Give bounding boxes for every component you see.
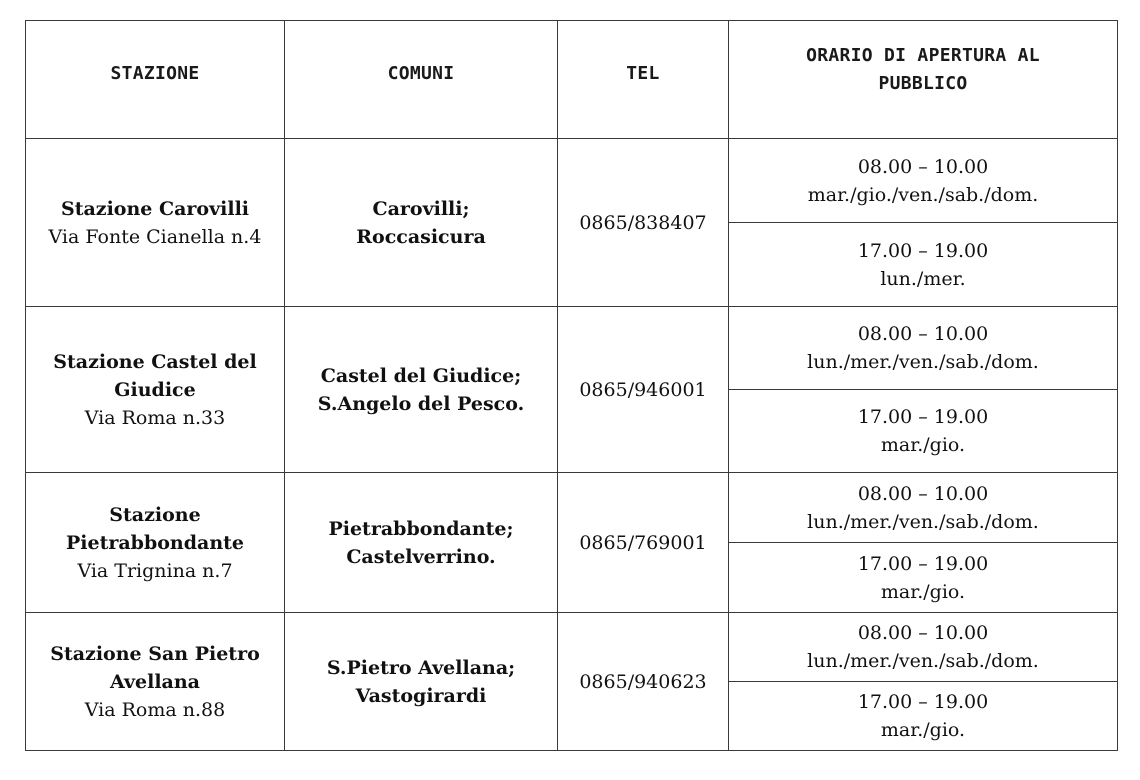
- hours-time: 17.00 – 19.00: [857, 691, 989, 713]
- header-orario: [729, 21, 1118, 139]
- hours-cell-afternoon: [729, 223, 1118, 307]
- header-tel: [558, 21, 729, 139]
- hours-days: lun./mer./ven./sab./dom.: [807, 650, 1039, 672]
- header-stazione: [26, 21, 285, 139]
- comuni-cell: [285, 139, 558, 307]
- tel-cell: 0865/940623: [558, 613, 729, 751]
- station-address: Via Trignina n.7: [77, 559, 233, 582]
- hours-days: lun./mer./ven./sab./dom.: [807, 351, 1039, 373]
- header-tel-label: TEL: [626, 62, 660, 84]
- hours-cell-afternoon: [729, 390, 1118, 473]
- station-name: Stazione Carovilli: [60, 197, 250, 220]
- tel-cell: 0865/946001: [558, 307, 729, 473]
- comune: Roccasicura: [356, 225, 486, 248]
- table-header-row: [26, 21, 1118, 139]
- station-cell: [26, 613, 285, 751]
- comune: S.Angelo del Pesco.: [317, 392, 525, 415]
- station-address: Via Roma n.88: [84, 698, 226, 721]
- comune: Vastogirardi: [355, 684, 487, 707]
- stations-table: [25, 20, 1118, 751]
- hours-days: mar./gio.: [880, 434, 966, 456]
- comune: Carovilli;: [372, 197, 470, 220]
- hours-time: 08.00 – 10.00: [857, 323, 989, 345]
- table-row: [26, 307, 1118, 390]
- header-comuni-label: COMUNI: [387, 62, 455, 84]
- hours-days: lun./mer./ven./sab./dom.: [807, 510, 1039, 533]
- hours-cell-morning: [729, 307, 1118, 390]
- comune: Pietrabbondante;: [328, 517, 514, 540]
- station-cell: [26, 307, 285, 473]
- hours-time: 17.00 – 19.00: [857, 552, 989, 575]
- comuni-cell: [285, 307, 558, 473]
- header-orario-label: ORARIO DI APERTURA AL PUBBLICO: [806, 44, 1040, 94]
- station-cell: [26, 473, 285, 613]
- hours-time: 08.00 – 10.00: [857, 155, 989, 178]
- tel-cell: 0865/838407: [558, 139, 729, 307]
- hours-time: 17.00 – 19.00: [857, 406, 989, 428]
- station-name: Stazione Castel del Giudice: [53, 350, 257, 401]
- hours-cell-morning: [729, 613, 1118, 682]
- comuni-cell: [285, 473, 558, 613]
- document-page: [25, 20, 1117, 751]
- hours-time: 08.00 – 10.00: [857, 622, 989, 644]
- table-row: [26, 139, 1118, 223]
- header-comuni: [285, 21, 558, 139]
- comune: S.Pietro Avellana;: [326, 656, 516, 679]
- hours-cell-afternoon: [729, 682, 1118, 751]
- comuni-cell: [285, 613, 558, 751]
- table-row: [26, 613, 1118, 682]
- hours-days: mar./gio.: [880, 580, 966, 603]
- station-name: Stazione San Pietro Avellana: [50, 642, 260, 693]
- comune: Castel del Giudice;: [320, 364, 522, 387]
- tel-cell: 0865/769001: [558, 473, 729, 613]
- hours-time: 08.00 – 10.00: [857, 482, 989, 505]
- hours-days: mar./gio./ven./sab./dom.: [807, 183, 1039, 206]
- hours-days: mar./gio.: [880, 719, 966, 741]
- station-cell: [26, 139, 285, 307]
- station-address: Via Roma n.33: [84, 406, 226, 429]
- hours-cell-morning: [729, 139, 1118, 223]
- header-stazione-label: STAZIONE: [110, 62, 200, 84]
- comune: Castelverrino.: [346, 545, 496, 568]
- hours-time: 17.00 – 19.00: [857, 239, 989, 262]
- hours-days: lun./mer.: [880, 267, 966, 290]
- station-name: Stazione Pietrabbondante: [65, 503, 245, 554]
- table-row: [26, 473, 1118, 543]
- station-address: Via Fonte Cianella n.4: [48, 225, 262, 248]
- hours-cell-afternoon: [729, 543, 1118, 613]
- hours-cell-morning: [729, 473, 1118, 543]
